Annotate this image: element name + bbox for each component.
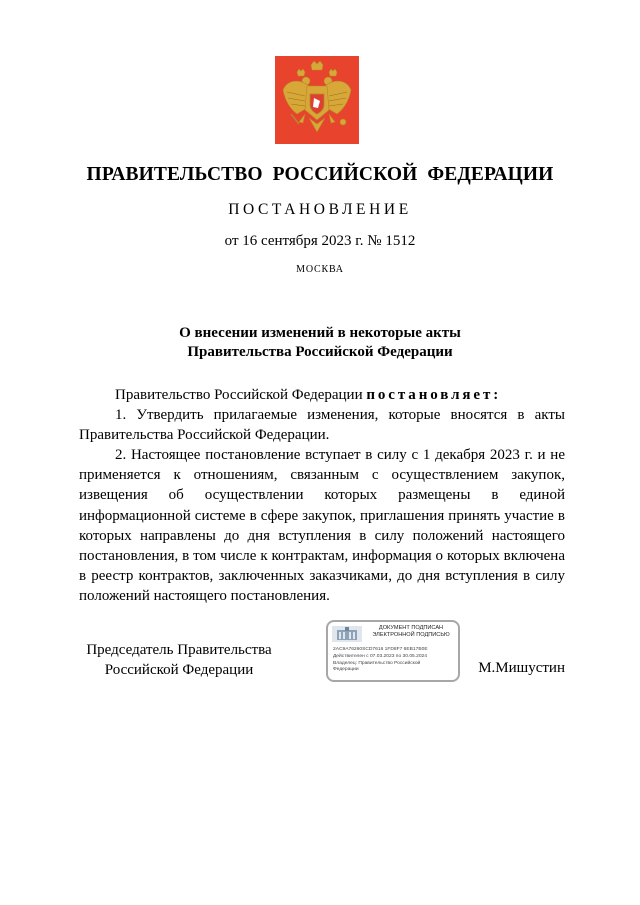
stamp-title-line-1: ДОКУМЕНТ ПОДПИСАН xyxy=(378,625,444,631)
signer-role-line-2: Российской Федерации xyxy=(104,662,254,678)
signer-name: М.Мишустин xyxy=(478,660,565,676)
stamp-owner-line-1: Владелец: Правительство Российской xyxy=(333,661,421,666)
electronic-signature-stamp xyxy=(326,620,460,682)
subject-line-1: О внесении изменений в некоторые акты xyxy=(179,325,461,341)
document-city: МОСКВА xyxy=(296,264,344,275)
stamp-certificate: 2AC9A76260SCD7616 1FD8F7 6EB17B0E xyxy=(333,647,428,652)
stamp-validity: Действителен с 07.03.2023 по 30.05.2024 xyxy=(333,654,427,659)
coat-of-arms-icon xyxy=(275,56,359,144)
paragraph-item-2: 2. Настоящее постановление вступает в силу с 1 декабря 2023 г. и не применяется к отношениям, связанным с осуществлением закупок, извещения об осуществлении которых размещены в единой информационной системе в сфере закупок, приглашения принять участие в которых направлены до дня вступления в силу положений настоящего постановления, в том числе к контрактам, информация о которых включена в реестр контрактов, заключенных заказчиками, до дня вступления в силу положений настоящего постановления. xyxy=(79,447,565,604)
signer-role xyxy=(79,640,279,680)
stamp-title-line-2: ЭЛЕКТРОННОЙ ПОДПИСЬЮ xyxy=(372,632,450,638)
government-title: ПРАВИТЕЛЬСТВО РОССИЙСКОЙ ФЕДЕРАЦИИ xyxy=(86,164,554,185)
document-subject xyxy=(0,324,640,362)
decree-verb: постановляет: xyxy=(366,387,502,403)
intro-text: Правительство Российской Федерации xyxy=(115,387,367,403)
paragraph-item-1: 1. Утвердить прилагаемые изменения, которые вносятся в акты Правительства Российской Федерации. xyxy=(79,407,565,444)
document-type: ПОСТАНОВЛЕНИЕ xyxy=(228,201,412,218)
intro-paragraph xyxy=(79,385,565,405)
subject-line-2: Правительства Российской Федерации xyxy=(187,344,453,360)
stamp-title xyxy=(364,625,458,639)
stamp-owner-line-2: Федерации xyxy=(333,667,359,672)
document-date-number: от 16 сентября 2023 г. № 1512 xyxy=(224,233,416,249)
coat-of-arms-emblem xyxy=(275,56,359,144)
document-body xyxy=(79,385,565,606)
signer-role-line-1: Председатель Правительства xyxy=(86,642,272,658)
government-building-icon xyxy=(332,626,362,642)
